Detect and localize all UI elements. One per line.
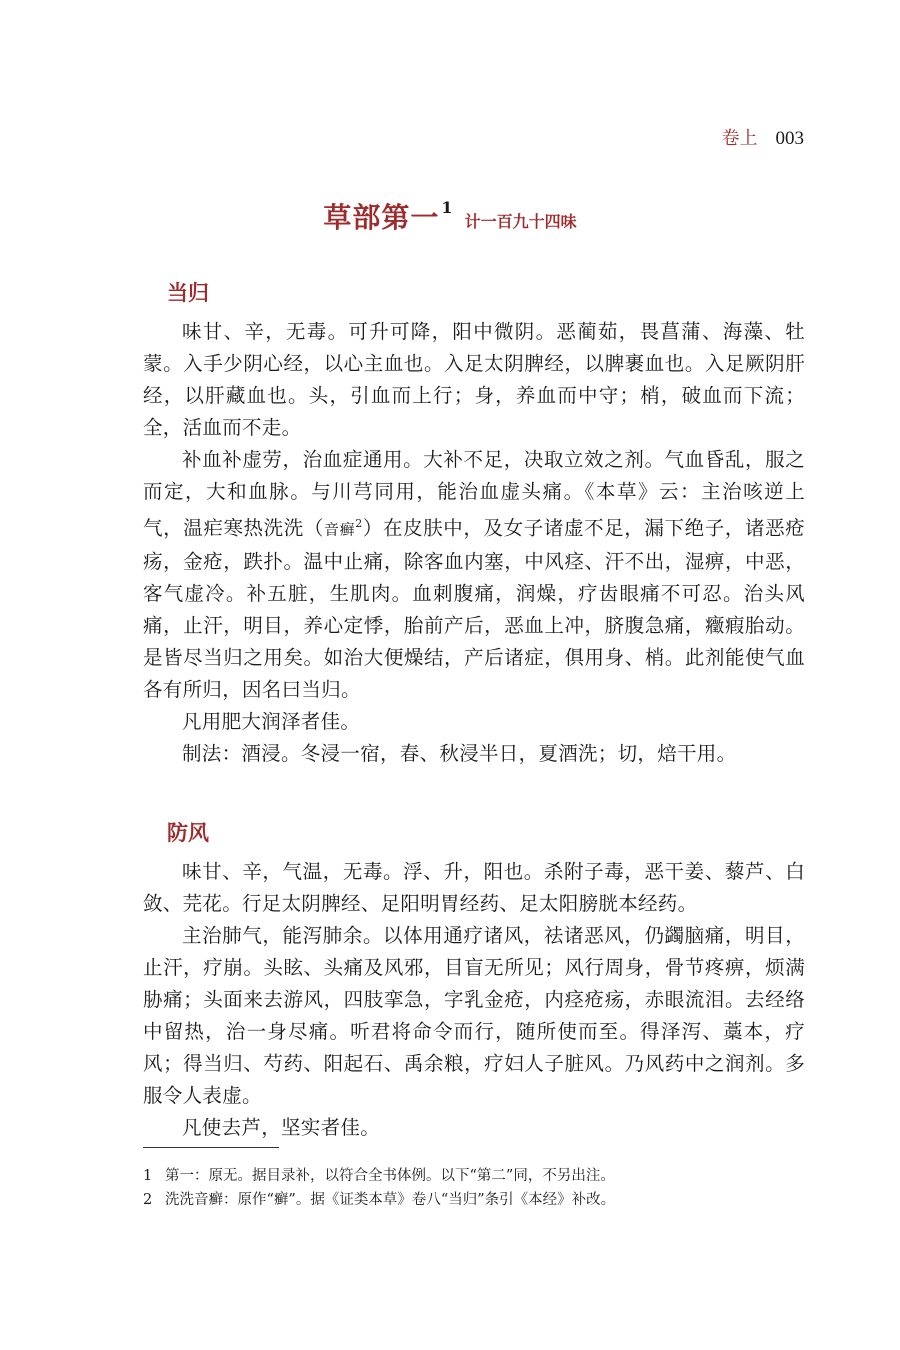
page-number: 003 (775, 128, 804, 149)
chapter-title (0, 196, 900, 236)
section-heading: 防风 (167, 820, 209, 845)
footnote-item (143, 1188, 823, 1212)
footnote-text: 第一：原无。据目录补，以符合全书体例。以下“第二”同，不另出注。 (165, 1168, 615, 1184)
paragraph: 味甘、辛，无毒。可升可降，阳中微阴。恶蔺茹，畏菖蒲、海藻、牡蒙。入手少阴心经，以心主血也。入足太阴脾经，以脾裹血也。入足厥阴肝经，以肝藏血也。头，引血而上行；身，养血而中守；梢，破血而下流；全，活血而不走。 (143, 320, 805, 439)
section-heading: 当归 (167, 280, 209, 305)
paragraph: 味甘、辛，气温，无毒。浮、升，阳也。杀附子毒，恶干姜、藜芦、白敛、芫花。行足太阴脾经、足阳明胃经药、足太阳膀胱本经药。 (143, 860, 805, 915)
footnote-mark-1[interactable]: 1 (441, 198, 453, 217)
footnote-mark-2[interactable]: 2 (355, 517, 363, 530)
paragraph: 凡用肥大润泽者佳。 (182, 709, 361, 733)
paragraph: 凡使去芦，坚实者佳。 (182, 1116, 381, 1139)
footnote-number: 1 (143, 1168, 153, 1184)
text-run: 补血补虚劳，治血症通用。大补不足，决取立效之剂。气血昏乱，服之而定，大和血脉。与川芎同用，能治血虚头痛。《本草》云：主治咳逆上气，温疟寒热洗洗（ (143, 448, 805, 540)
section-fangfeng (143, 816, 805, 1144)
paragraph: 主治肺气，能泻肺余。以体用通疗诸风，祛诸恶风，仍蠲脑痛，明目，止汗，疗崩。头眩、头痛及风邪，目盲无所见；风行周身，骨节疼痹，烦满胁痛；头面来去游风，四肢挛急，字乳金疮，内痉疮疡，赤眼流泪。去经络中留热，治一身尽痛。听君将命令而行，随所使而至。得泽泻、藁本，疗风；得当归、芍药、阳起石、禹余粮，疗妇人子脏风。乃风药中之润剂。多服令人表虚。 (143, 924, 805, 1107)
footnote-text: 洗洗音癣：原作“癣”。据《证类本草》卷八“当归”条引《本经》补改。 (165, 1192, 616, 1208)
paragraph: 制法：酒浸。冬浸一宿，春、秋浸半日，夏酒洗；切，焙干用。 (182, 741, 737, 765)
running-head (722, 124, 805, 150)
paragraph (143, 444, 805, 706)
volume-label: 卷上 (721, 128, 758, 149)
chapter-count-note: 计一百九十四味 (464, 212, 577, 231)
footnotes (143, 1164, 823, 1212)
footnote-item (143, 1164, 823, 1188)
footnote-divider (143, 1147, 279, 1148)
pronunciation-note: 音癣 (324, 520, 356, 539)
chapter-heading: 草部第一 (323, 201, 440, 234)
section-danggui (143, 276, 805, 770)
footnote-number: 2 (143, 1192, 153, 1208)
text-run: ）在皮肤中，及女子诸虚不足，漏下绝子，诸恶疮疡，金疮，跌扑。温中止痛，除客血内塞，中风痉、汗不出，湿痹，中恶，客气虚冷。补五脏，生肌肉。血刺腹痛，润燥，疗齿眼痛不可忍。治头风痛，止汗，明目，养心定悸，胎前产后，恶血上冲，脐腹急痛，癥瘕胎动。是皆尽当归之用矣。如治大便燥结，产后诸症，俱用身、梢。此剂能使气血各有所归，因名曰当归。 (143, 516, 805, 701)
